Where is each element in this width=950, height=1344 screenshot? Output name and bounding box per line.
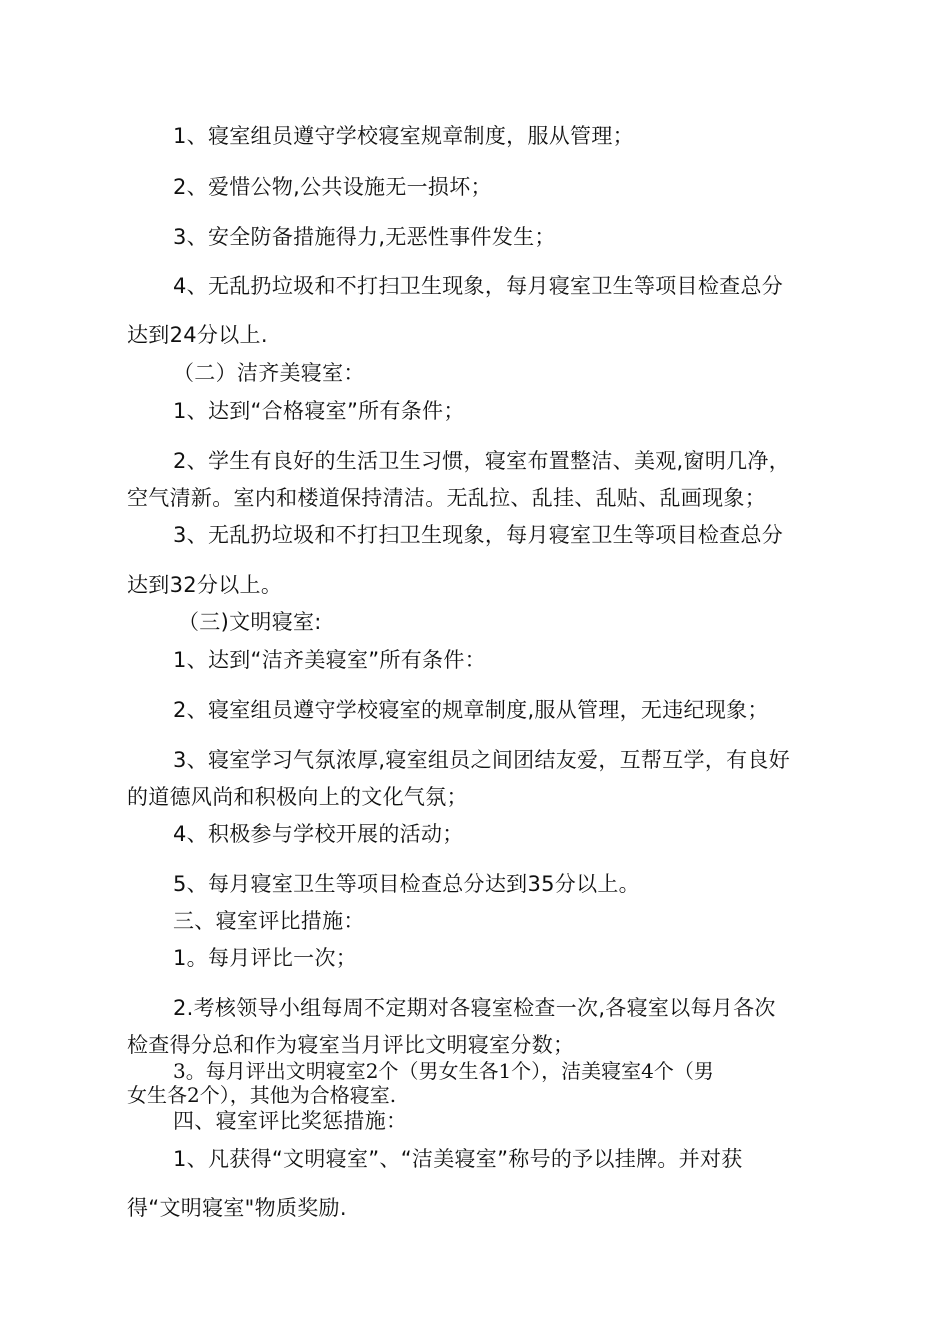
section-heading: （三)文明寝室:: [178, 610, 322, 634]
paragraph-line: 女生各2个），其他为合格寝室.: [127, 1083, 397, 1107]
paragraph-line: 得“文明寝室"物质奖励.: [127, 1196, 347, 1220]
paragraph-line: 1、凡获得“文明寝室”、“洁美寝室”称号的予以挂牌。并对获: [173, 1147, 743, 1171]
paragraph-line: 空气清新。室内和楼道保持清洁。无乱拉、乱挂、乱贴、乱画现象；: [127, 486, 766, 510]
paragraph-line: 达到24分以上.: [127, 323, 268, 347]
paragraph-line: 2.考核领导小组每周不定期对各寝室检查一次,各寝室以每月各次: [173, 996, 776, 1020]
paragraph-line: 检查得分总和作为寝室当月评比文明寝室分数；: [127, 1033, 575, 1057]
paragraph-line: 2、学生有良好的生活卫生习惯，寝室布置整洁、美观,窗明几净，: [173, 449, 791, 473]
paragraph-line: 2、寝室组员遵守学校寝室的规章制度,服从管理，无违纪现象；: [173, 698, 769, 722]
section-heading: （二）洁齐美寝室：: [173, 361, 365, 385]
paragraph-line: 达到32分以上。: [127, 573, 283, 597]
paragraph-line: 3、安全防备措施得力,无恶性事件发生；: [173, 225, 556, 249]
section-heading: 四、寝室评比奖惩措施：: [173, 1109, 408, 1133]
paragraph-line: 1。每月评比一次；: [173, 946, 358, 970]
paragraph-line: 4、无乱扔垃圾和不打扫卫生现象，每月寝室卫生等项目检查总分: [173, 274, 784, 298]
section-heading: 三、寝室评比措施：: [173, 909, 365, 933]
paragraph-line: 1、寝室组员遵守学校寝室规章制度，服从管理；: [173, 124, 634, 148]
paragraph-line: 1、达到“合格寝室”所有条件；: [173, 399, 465, 423]
paragraph-line: 的道德风尚和积极向上的文化气氛；: [127, 785, 468, 809]
paragraph-line: 4、积极参与学校开展的活动；: [173, 822, 464, 846]
paragraph-line: 1、达到“洁齐美寝室”所有条件：: [173, 648, 486, 672]
paragraph-line: 2、爱惜公物,公共设施无一损坏；: [173, 175, 492, 199]
paragraph-line: 3、寝室学习气氛浓厚,寝室组员之间团结友爱，互帮互学，有良好: [173, 748, 791, 772]
paragraph-line: 3、无乱扔垃圾和不打扫卫生现象，每月寝室卫生等项目检查总分: [173, 523, 784, 547]
paragraph-line: 5、每月寝室卫生等项目检查总分达到35分以上。: [173, 872, 640, 896]
paragraph-line: 3。每月评出文明寝室2个（男女生各1个），洁美寝室4个（男: [173, 1059, 714, 1083]
